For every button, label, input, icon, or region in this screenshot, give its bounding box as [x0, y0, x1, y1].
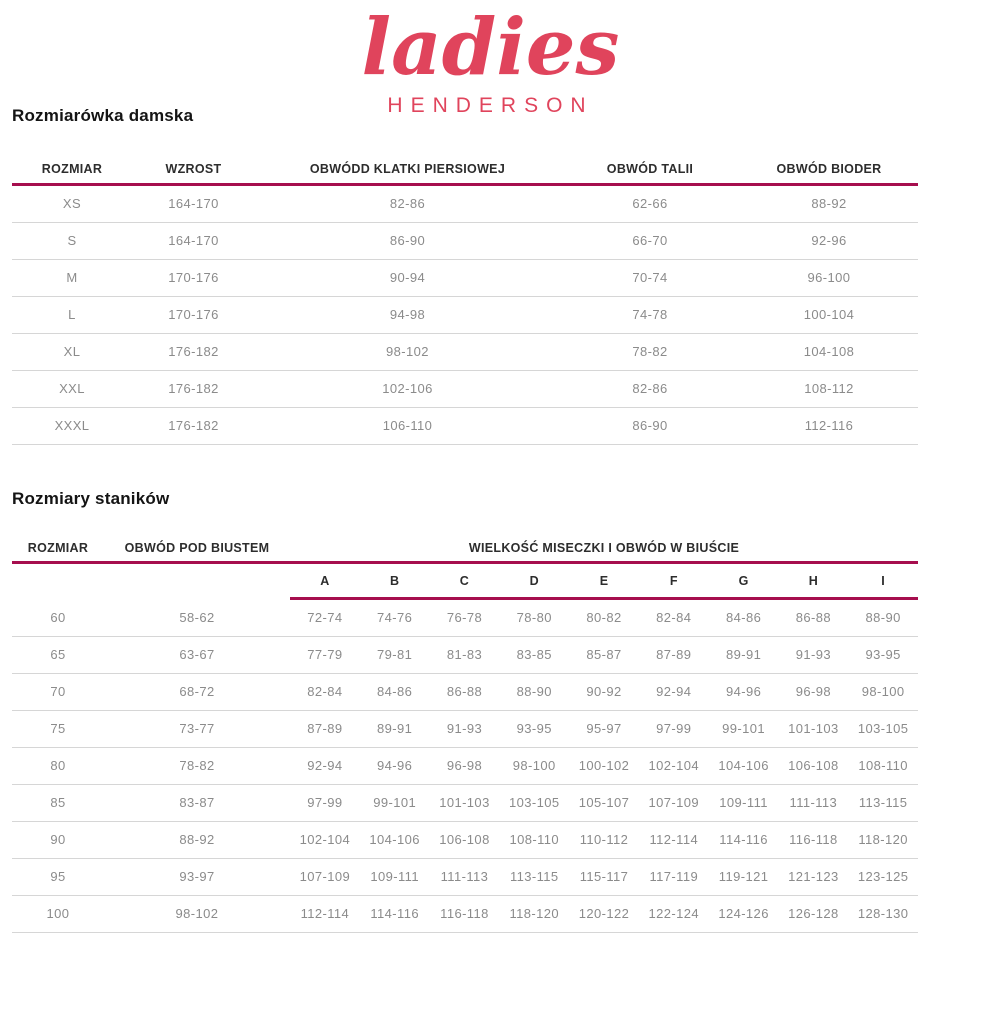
cup-value-cell: 95-97 [586, 721, 622, 736]
cup-value-cell: 91-93 [446, 721, 483, 736]
table-cell: 108-112 [804, 381, 854, 396]
table-cell: 92-96 [811, 233, 847, 248]
cup-value-cell: 87-89 [656, 647, 692, 662]
table-row [12, 822, 918, 859]
column-header-chest: OBWÓDD KLATKI PIERSIOWEJ [309, 162, 506, 176]
cup-letter-i: I [881, 574, 886, 588]
bra-size-cell: 75 [50, 721, 66, 736]
bra-table-header [12, 532, 918, 564]
table-cell: 74-78 [632, 307, 668, 322]
table-cell: XXXL [54, 418, 90, 433]
women-size-table-header [12, 152, 918, 186]
cup-letter-g: G [738, 574, 749, 588]
cup-value-cell: 104-106 [369, 832, 420, 847]
cup-value-cell: 101-103 [788, 721, 839, 736]
cup-value-cell: 108-110 [858, 758, 908, 773]
table-row [12, 711, 918, 748]
table-row [12, 408, 918, 445]
table-row [12, 260, 918, 297]
table-cell: 112-116 [804, 418, 854, 433]
brand-logo-name: HENDERSON [387, 94, 594, 117]
underbust-cell: 73-77 [179, 721, 215, 736]
cup-letter-a: A [320, 574, 330, 588]
cup-value-cell: 84-86 [725, 610, 762, 625]
cup-value-cell: 82-84 [307, 684, 343, 699]
column-header-cup-group: WIELKOŚĆ MISECZKI I OBWÓD W BIUŚCIE [468, 541, 740, 555]
cup-value-cell: 112-114 [300, 906, 350, 921]
column-header-hips: OBWÓD BIODER [776, 162, 882, 176]
cup-value-cell: 97-99 [656, 721, 692, 736]
column-header-wzrost: WZROST [165, 162, 222, 176]
cup-value-cell: 126-128 [788, 906, 839, 921]
cup-value-cell: 98-100 [512, 758, 556, 773]
cup-value-cell: 128-130 [857, 906, 909, 921]
table-cell: 98-102 [386, 344, 429, 359]
cup-value-cell: 113-115 [509, 869, 559, 884]
cup-value-cell: 107-109 [648, 795, 700, 810]
column-header-rozmiar: ROZMIAR [41, 162, 103, 176]
table-cell: 176-182 [168, 418, 219, 433]
cup-value-cell: 84-86 [377, 684, 413, 699]
cup-value-cell: 82-84 [656, 610, 692, 625]
cup-letter-c: C [459, 574, 470, 588]
cup-value-cell: 98-100 [861, 684, 905, 699]
cup-value-cell: 105-107 [578, 795, 630, 810]
bra-size-cell: 80 [50, 758, 66, 773]
table-cell: 164-170 [168, 196, 219, 211]
underbust-cell: 88-92 [179, 832, 215, 847]
cup-value-cell: 102-104 [299, 832, 351, 847]
cup-value-cell: 119-121 [718, 869, 769, 884]
cup-value-cell: 96-98 [795, 684, 831, 699]
women-size-chart-title: Rozmiarówka damska [12, 106, 194, 125]
table-cell: 176-182 [168, 381, 219, 396]
cup-value-cell: 77-79 [307, 647, 343, 662]
cup-value-cell: 124-126 [718, 906, 769, 921]
women-size-table-body [12, 186, 918, 445]
cup-value-cell: 81-83 [446, 647, 483, 662]
cup-value-cell: 89-91 [377, 721, 413, 736]
table-row [12, 600, 918, 637]
table-row [12, 371, 918, 408]
cup-value-cell: 116-118 [440, 906, 489, 921]
cup-value-cell: 106-108 [439, 832, 490, 847]
cup-value-cell: 94-96 [377, 758, 413, 773]
table-cell: XS [62, 196, 82, 211]
table-cell: 170-176 [168, 270, 219, 285]
underbust-cell: 63-67 [179, 647, 215, 662]
table-cell: 164-170 [168, 233, 219, 248]
cup-value-cell: 109-111 [719, 795, 768, 810]
cup-letter-f: F [669, 574, 678, 588]
table-cell: S [67, 233, 77, 248]
cup-letter-d: D [529, 574, 539, 588]
cup-value-cell: 115-117 [579, 869, 629, 884]
table-cell: 102-106 [382, 381, 433, 396]
cup-value-cell: 114-116 [719, 832, 768, 847]
cup-value-cell: 89-91 [725, 647, 762, 662]
table-row [12, 223, 918, 260]
cup-letter-e: E [599, 574, 609, 588]
table-cell: 100-104 [803, 307, 855, 322]
table-cell: M [66, 270, 78, 285]
underbust-cell: 68-72 [179, 684, 215, 699]
cup-value-cell: 120-122 [578, 906, 630, 921]
column-header-underbust: OBWÓD POD BIUSTEM [124, 541, 270, 555]
table-cell: 66-70 [632, 233, 668, 248]
cup-value-cell: 108-110 [509, 832, 559, 847]
cup-value-cell: 94-96 [725, 684, 762, 699]
table-cell: 82-86 [632, 381, 668, 396]
underbust-cell: 78-82 [179, 758, 215, 773]
table-row [12, 859, 918, 896]
cup-value-cell: 116-118 [789, 832, 838, 847]
women-size-table [12, 152, 918, 445]
bra-size-cell: 100 [46, 906, 70, 921]
underbust-cell: 93-97 [179, 869, 215, 884]
table-cell: 82-86 [389, 196, 426, 211]
cup-value-cell: 104-106 [718, 758, 769, 773]
cup-value-cell: 103-105 [857, 721, 909, 736]
bra-size-cell: 90 [50, 832, 66, 847]
cup-value-cell: 91-93 [795, 647, 831, 662]
table-cell: XL [63, 344, 81, 359]
cup-value-cell: 112-114 [649, 832, 699, 847]
cup-value-cell: 106-108 [788, 758, 839, 773]
table-row [12, 186, 918, 223]
underbust-cell: 58-62 [179, 610, 215, 625]
cup-value-cell: 103-105 [508, 795, 560, 810]
cup-value-cell: 110-112 [579, 832, 629, 847]
table-cell: 170-176 [168, 307, 219, 322]
cup-value-cell: 102-104 [648, 758, 700, 773]
underbust-cell: 98-102 [175, 906, 219, 921]
cup-value-cell: 85-87 [586, 647, 622, 662]
cup-value-cell: 114-116 [370, 906, 419, 921]
table-cell: 86-90 [632, 418, 668, 433]
cup-value-cell: 97-99 [307, 795, 343, 810]
cup-value-cell: 93-95 [516, 721, 552, 736]
cup-letter-h: H [808, 574, 819, 588]
table-row [12, 637, 918, 674]
cup-value-cell: 99-101 [722, 721, 766, 736]
bra-size-cell: 85 [50, 795, 66, 810]
table-cell: L [68, 307, 76, 322]
table-cell: 176-182 [168, 344, 219, 359]
bra-table-body [12, 600, 918, 933]
cup-value-cell: 92-94 [307, 758, 343, 773]
cup-value-cell: 93-95 [865, 647, 901, 662]
table-cell: 94-98 [389, 307, 426, 322]
underbust-cell: 83-87 [179, 795, 215, 810]
bra-size-chart-title: Rozmiary staników [12, 489, 170, 508]
column-header-bra-rozmiar: ROZMIAR [27, 541, 89, 555]
table-cell: 78-82 [632, 344, 668, 359]
cup-value-cell: 80-82 [586, 610, 622, 625]
table-cell: 88-92 [811, 196, 847, 211]
table-cell: 96-100 [807, 270, 851, 285]
table-cell: 70-74 [632, 270, 668, 285]
cup-letter-b: B [390, 574, 400, 588]
cup-value-cell: 74-76 [377, 610, 413, 625]
cup-value-cell: 121-123 [788, 869, 839, 884]
cup-value-cell: 96-98 [446, 758, 483, 773]
cup-value-cell: 117-119 [649, 869, 699, 884]
cup-value-cell: 76-78 [446, 610, 483, 625]
table-row [12, 785, 918, 822]
table-row [12, 748, 918, 785]
cup-value-cell: 92-94 [656, 684, 692, 699]
cup-value-cell: 79-81 [377, 647, 413, 662]
bra-size-cell: 70 [50, 684, 66, 699]
cup-value-cell: 87-89 [307, 721, 343, 736]
cup-value-cell: 113-115 [858, 795, 908, 810]
cup-value-cell: 88-90 [865, 610, 901, 625]
cup-value-cell: 88-90 [516, 684, 552, 699]
table-cell: 86-90 [389, 233, 426, 248]
cup-row-spacer [12, 564, 290, 600]
cup-value-cell: 83-85 [516, 647, 552, 662]
cup-letter-group [290, 564, 918, 600]
cup-value-cell: 101-103 [439, 795, 490, 810]
table-row [12, 297, 918, 334]
table-cell: 90-94 [389, 270, 426, 285]
cup-value-cell: 118-120 [509, 906, 559, 921]
table-cell: 104-108 [803, 344, 855, 359]
cup-value-cell: 109-111 [370, 869, 419, 884]
column-header-waist: OBWÓD TALII [606, 162, 694, 176]
bra-table-cup-letter-row [12, 564, 918, 600]
cup-value-cell: 78-80 [516, 610, 552, 625]
brand-logo [0, 0, 981, 118]
bra-size-cell: 60 [50, 610, 66, 625]
brand-logo-script: ladies [361, 2, 620, 93]
cup-value-cell: 90-92 [586, 684, 622, 699]
cup-value-cell: 122-124 [648, 906, 700, 921]
table-row [12, 674, 918, 711]
bra-size-cell: 95 [50, 869, 66, 884]
cup-value-cell: 99-101 [373, 795, 417, 810]
cup-value-cell: 123-125 [857, 869, 909, 884]
table-cell: 62-66 [632, 196, 668, 211]
cup-value-cell: 107-109 [299, 869, 351, 884]
table-cell: 106-110 [382, 418, 433, 433]
table-row [12, 334, 918, 371]
table-cell: XXL [59, 381, 85, 396]
cup-value-cell: 86-88 [446, 684, 483, 699]
cup-value-cell: 100-102 [578, 758, 630, 773]
cup-value-cell: 86-88 [795, 610, 831, 625]
bra-size-cell: 65 [50, 647, 66, 662]
bra-size-table [12, 532, 918, 933]
cup-value-cell: 72-74 [307, 610, 343, 625]
table-row [12, 896, 918, 933]
cup-value-cell: 111-113 [440, 869, 489, 884]
cup-value-cell: 111-113 [789, 795, 838, 810]
cup-value-cell: 118-120 [858, 832, 908, 847]
